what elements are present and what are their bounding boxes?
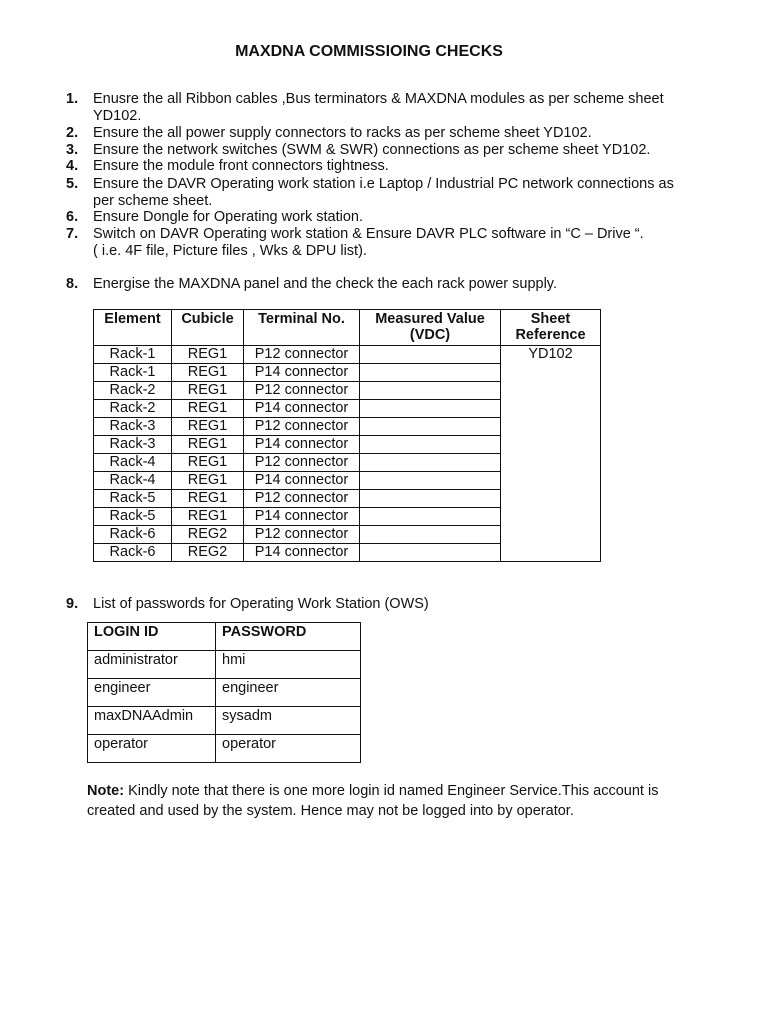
- note-line-2: created and used by the system. Hence may not be logged into by operator.: [87, 803, 574, 819]
- cell-terminal-no: P14 connector: [244, 400, 360, 418]
- cell-terminal-no: P12 connector: [244, 454, 360, 472]
- check-number: 6.: [66, 209, 79, 225]
- check-text: ( i.e. 4F file, Picture files , Wks & DPU list).: [93, 243, 367, 259]
- check-item-6: [66, 209, 746, 226]
- cell-measured-value: [360, 382, 501, 400]
- check-number: 4.: [66, 158, 79, 174]
- cell-measured-value: [360, 454, 501, 472]
- cell-element: Rack-3: [94, 418, 172, 436]
- cell-terminal-no: P12 connector: [244, 418, 360, 436]
- cell-terminal-no: P12 connector: [244, 382, 360, 400]
- cell-element: Rack-5: [94, 490, 172, 508]
- table-row: [88, 735, 361, 763]
- page-title: MAXDNA COMMISSIOING CHECKS: [235, 43, 503, 60]
- cell-login-id: operator: [88, 735, 216, 763]
- table-row: [94, 346, 601, 364]
- check-item-3: [66, 142, 746, 159]
- cell-cubicle: REG1: [172, 382, 244, 400]
- cell-measured-value: [360, 400, 501, 418]
- cell-element: Rack-2: [94, 382, 172, 400]
- cell-cubicle: REG1: [172, 400, 244, 418]
- cell-cubicle: REG1: [172, 472, 244, 490]
- cell-element: Rack-1: [94, 346, 172, 364]
- check-number: 9.: [66, 596, 79, 612]
- cell-cubicle: REG1: [172, 508, 244, 526]
- check-item-9: [66, 596, 746, 613]
- cell-terminal-no: P14 connector: [244, 436, 360, 454]
- check-item-7: [66, 226, 746, 260]
- cell-element: Rack-1: [94, 364, 172, 382]
- cell-terminal-no: P14 connector: [244, 544, 360, 562]
- check-text: Enusre the all Ribbon cables ,Bus terminators & MAXDNA modules as per scheme sheet: [93, 91, 664, 107]
- cell-element: Rack-5: [94, 508, 172, 526]
- cell-measured-value: [360, 526, 501, 544]
- check-number: 2.: [66, 125, 79, 141]
- password-table-header-row: [88, 623, 361, 651]
- check-text: Ensure the network switches (SWM & SWR) connections as per scheme sheet YD102.: [93, 142, 651, 158]
- cell-sheet-reference: YD102: [501, 346, 601, 562]
- note-label: Note:: [87, 783, 125, 799]
- cell-element: Rack-6: [94, 544, 172, 562]
- check-item-2: [66, 125, 746, 142]
- table-row: [88, 679, 361, 707]
- cell-measured-value: [360, 436, 501, 454]
- cell-login-id: administrator: [88, 651, 216, 679]
- check-number: 3.: [66, 142, 79, 158]
- cell-cubicle: REG1: [172, 454, 244, 472]
- check-text: Ensure the DAVR Operating work station i.e Laptop / Industrial PC network connections as: [93, 176, 674, 192]
- check-text: Ensure Dongle for Operating work station.: [93, 209, 363, 225]
- check-text: YD102.: [93, 108, 142, 124]
- check-text: Ensure the all power supply connectors to racks as per scheme sheet YD102.: [93, 125, 592, 141]
- cell-element: Rack-4: [94, 472, 172, 490]
- cell-password: sysadm: [216, 707, 361, 735]
- header-login-id: LOGIN ID: [88, 623, 216, 651]
- check-text: Ensure the module front connectors tightness.: [93, 158, 389, 174]
- table-row: [88, 651, 361, 679]
- cell-terminal-no: P14 connector: [244, 508, 360, 526]
- password-table: [87, 622, 361, 763]
- check-item-1: [66, 91, 746, 125]
- cell-measured-value: [360, 346, 501, 364]
- header-measured-value: Measured Value (VDC): [360, 310, 501, 346]
- check-item-8: [66, 276, 746, 293]
- passwords-heading: List of passwords for Operating Work Station (OWS): [93, 596, 429, 612]
- header-terminal-no: Terminal No.: [244, 310, 360, 346]
- rack-table-header-row: [94, 310, 601, 346]
- check-item-4: [66, 158, 746, 175]
- cell-password: engineer: [216, 679, 361, 707]
- cell-measured-value: [360, 544, 501, 562]
- check-text: Switch on DAVR Operating work station & Ensure DAVR PLC software in “C – Drive “.: [93, 226, 644, 242]
- cell-measured-value: [360, 472, 501, 490]
- note-paragraph: [87, 781, 747, 821]
- cell-login-id: maxDNAAdmin: [88, 707, 216, 735]
- header-sheet-reference: Sheet Reference: [501, 310, 601, 346]
- cell-element: Rack-2: [94, 400, 172, 418]
- cell-cubicle: REG1: [172, 364, 244, 382]
- check-number: 1.: [66, 91, 79, 107]
- check-text: per scheme sheet.: [93, 193, 213, 209]
- cell-cubicle: REG1: [172, 490, 244, 508]
- cell-terminal-no: P12 connector: [244, 346, 360, 364]
- cell-password: hmi: [216, 651, 361, 679]
- cell-cubicle: REG1: [172, 418, 244, 436]
- note-line-1: Kindly note that there is one more login id named Engineer Service.This account is: [124, 783, 659, 799]
- cell-terminal-no: P12 connector: [244, 526, 360, 544]
- cell-terminal-no: P14 connector: [244, 364, 360, 382]
- cell-measured-value: [360, 364, 501, 382]
- header-password: PASSWORD: [216, 623, 361, 651]
- header-element: Element: [94, 310, 172, 346]
- cell-login-id: engineer: [88, 679, 216, 707]
- cell-cubicle: REG2: [172, 544, 244, 562]
- cell-password: operator: [216, 735, 361, 763]
- check-number: 8.: [66, 276, 79, 292]
- cell-element: Rack-3: [94, 436, 172, 454]
- table-row: [88, 707, 361, 735]
- check-item-5: [66, 176, 746, 210]
- check-number: 7.: [66, 226, 79, 242]
- cell-terminal-no: P14 connector: [244, 472, 360, 490]
- cell-cubicle: REG1: [172, 436, 244, 454]
- cell-element: Rack-4: [94, 454, 172, 472]
- rack-power-table: [93, 309, 601, 562]
- cell-measured-value: [360, 418, 501, 436]
- cell-cubicle: REG1: [172, 346, 244, 364]
- cell-measured-value: [360, 490, 501, 508]
- check-number: 5.: [66, 176, 79, 192]
- cell-element: Rack-6: [94, 526, 172, 544]
- header-cubicle: Cubicle: [172, 310, 244, 346]
- cell-terminal-no: P12 connector: [244, 490, 360, 508]
- cell-measured-value: [360, 508, 501, 526]
- cell-cubicle: REG2: [172, 526, 244, 544]
- check-text: Energise the MAXDNA panel and the check the each rack power supply.: [93, 276, 557, 292]
